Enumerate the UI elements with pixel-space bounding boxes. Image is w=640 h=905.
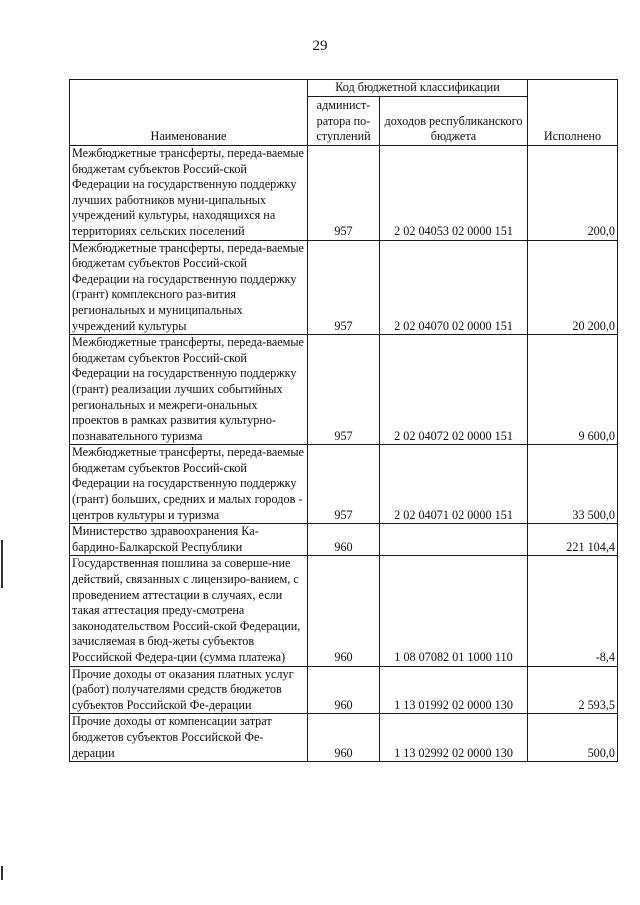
scan-margin-mark [1,866,3,880]
table-row [70,524,618,556]
row-amount: 500,0 [528,714,618,762]
header-admin: админист-ратора по-ступлений [308,97,380,146]
row-amount: 33 500,0 [528,445,618,524]
row-income-code: 1 13 01992 02 0000 130 [380,666,528,714]
row-amount: 221 104,4 [528,524,618,556]
row-admin-code: 960 [308,556,380,666]
table-row [70,556,618,666]
row-amount: 20 200,0 [528,240,618,335]
row-income-code: 1 13 02992 02 0000 130 [380,714,528,762]
row-name: Межбюджетные трансферты, переда-ваемые бюджетам субъектов Россий-ской Федерации на государственную поддержку (грант) реализации лучших событийных региональных и межреги-ональных проектов в рамках развития культурно-познавательного туризма [70,335,308,445]
row-admin-code: 957 [308,146,380,241]
row-admin-code: 960 [308,714,380,762]
page-number: 29 [312,38,328,54]
header-classification-code: Код бюджетной классификации [308,80,528,97]
row-income-code: 2 02 04071 02 0000 151 [380,445,528,524]
table-row [70,714,618,762]
scan-margin-mark [1,540,3,588]
row-admin-code: 960 [308,666,380,714]
row-admin-code: 957 [308,240,380,335]
table-row [70,445,618,524]
table-row [70,666,618,714]
row-name: Межбюджетные трансферты, переда-ваемые бюджетам субъектов Россий-ской Федерации на государственную поддержку лучших работников муни-ципальных учреждений культуры, находящихся на территориях сельских поселений [70,146,308,241]
row-amount: 200,0 [528,146,618,241]
header-income: доходов республиканского бюджета [380,97,528,146]
header-executed: Исполнено [528,80,618,146]
table-row [70,335,618,445]
header-name: Наименование [70,80,308,146]
row-name: Межбюджетные трансферты, переда-ваемые бюджетам субъектов Россий-ской Федерации на государственную поддержку (грант) больших, средних и малых городов - центров культуры и туризма [70,445,308,524]
row-income-code: 1 08 07082 01 1000 110 [380,556,528,666]
row-income-code: 2 02 04070 02 0000 151 [380,240,528,335]
row-name: Министерство здравоохранения Ка-бардино-Балкарской Республики [70,524,308,556]
row-admin-code: 957 [308,335,380,445]
header-row [70,80,618,97]
table-row [70,146,618,241]
row-amount: 9 600,0 [528,335,618,445]
row-name: Прочие доходы от оказания платных услуг (работ) получателями средств бюджетов субъектов Российской Фе-дерации [70,666,308,714]
row-amount: 2 593,5 [528,666,618,714]
row-admin-code: 960 [308,524,380,556]
row-admin-code: 957 [308,445,380,524]
row-income-code: 2 02 04053 02 0000 151 [380,146,528,241]
row-name: Прочие доходы от компенсации затрат бюджетов субъектов Российской Фе-дерации [70,714,308,762]
row-name: Межбюджетные трансферты, переда-ваемые бюджетам субъектов Россий-ской Федерации на государственную поддержку (грант) комплексного раз-вития региональных и муниципальных учреждений культуры [70,240,308,335]
row-income-code [380,524,528,556]
row-amount: -8,4 [528,556,618,666]
budget-table [69,79,618,762]
row-name: Государственная пошлина за соверше-ние действий, связанных с лицензиро-ванием, с проведением аттестации в случаях, если такая аттестация преду-смотрена законодательством Россий-ской Федерации, зачисляемая в бюд-жеты субъектов Российской Федера-ции (сумма платежа) [70,556,308,666]
table-row [70,240,618,335]
row-income-code: 2 02 04072 02 0000 151 [380,335,528,445]
